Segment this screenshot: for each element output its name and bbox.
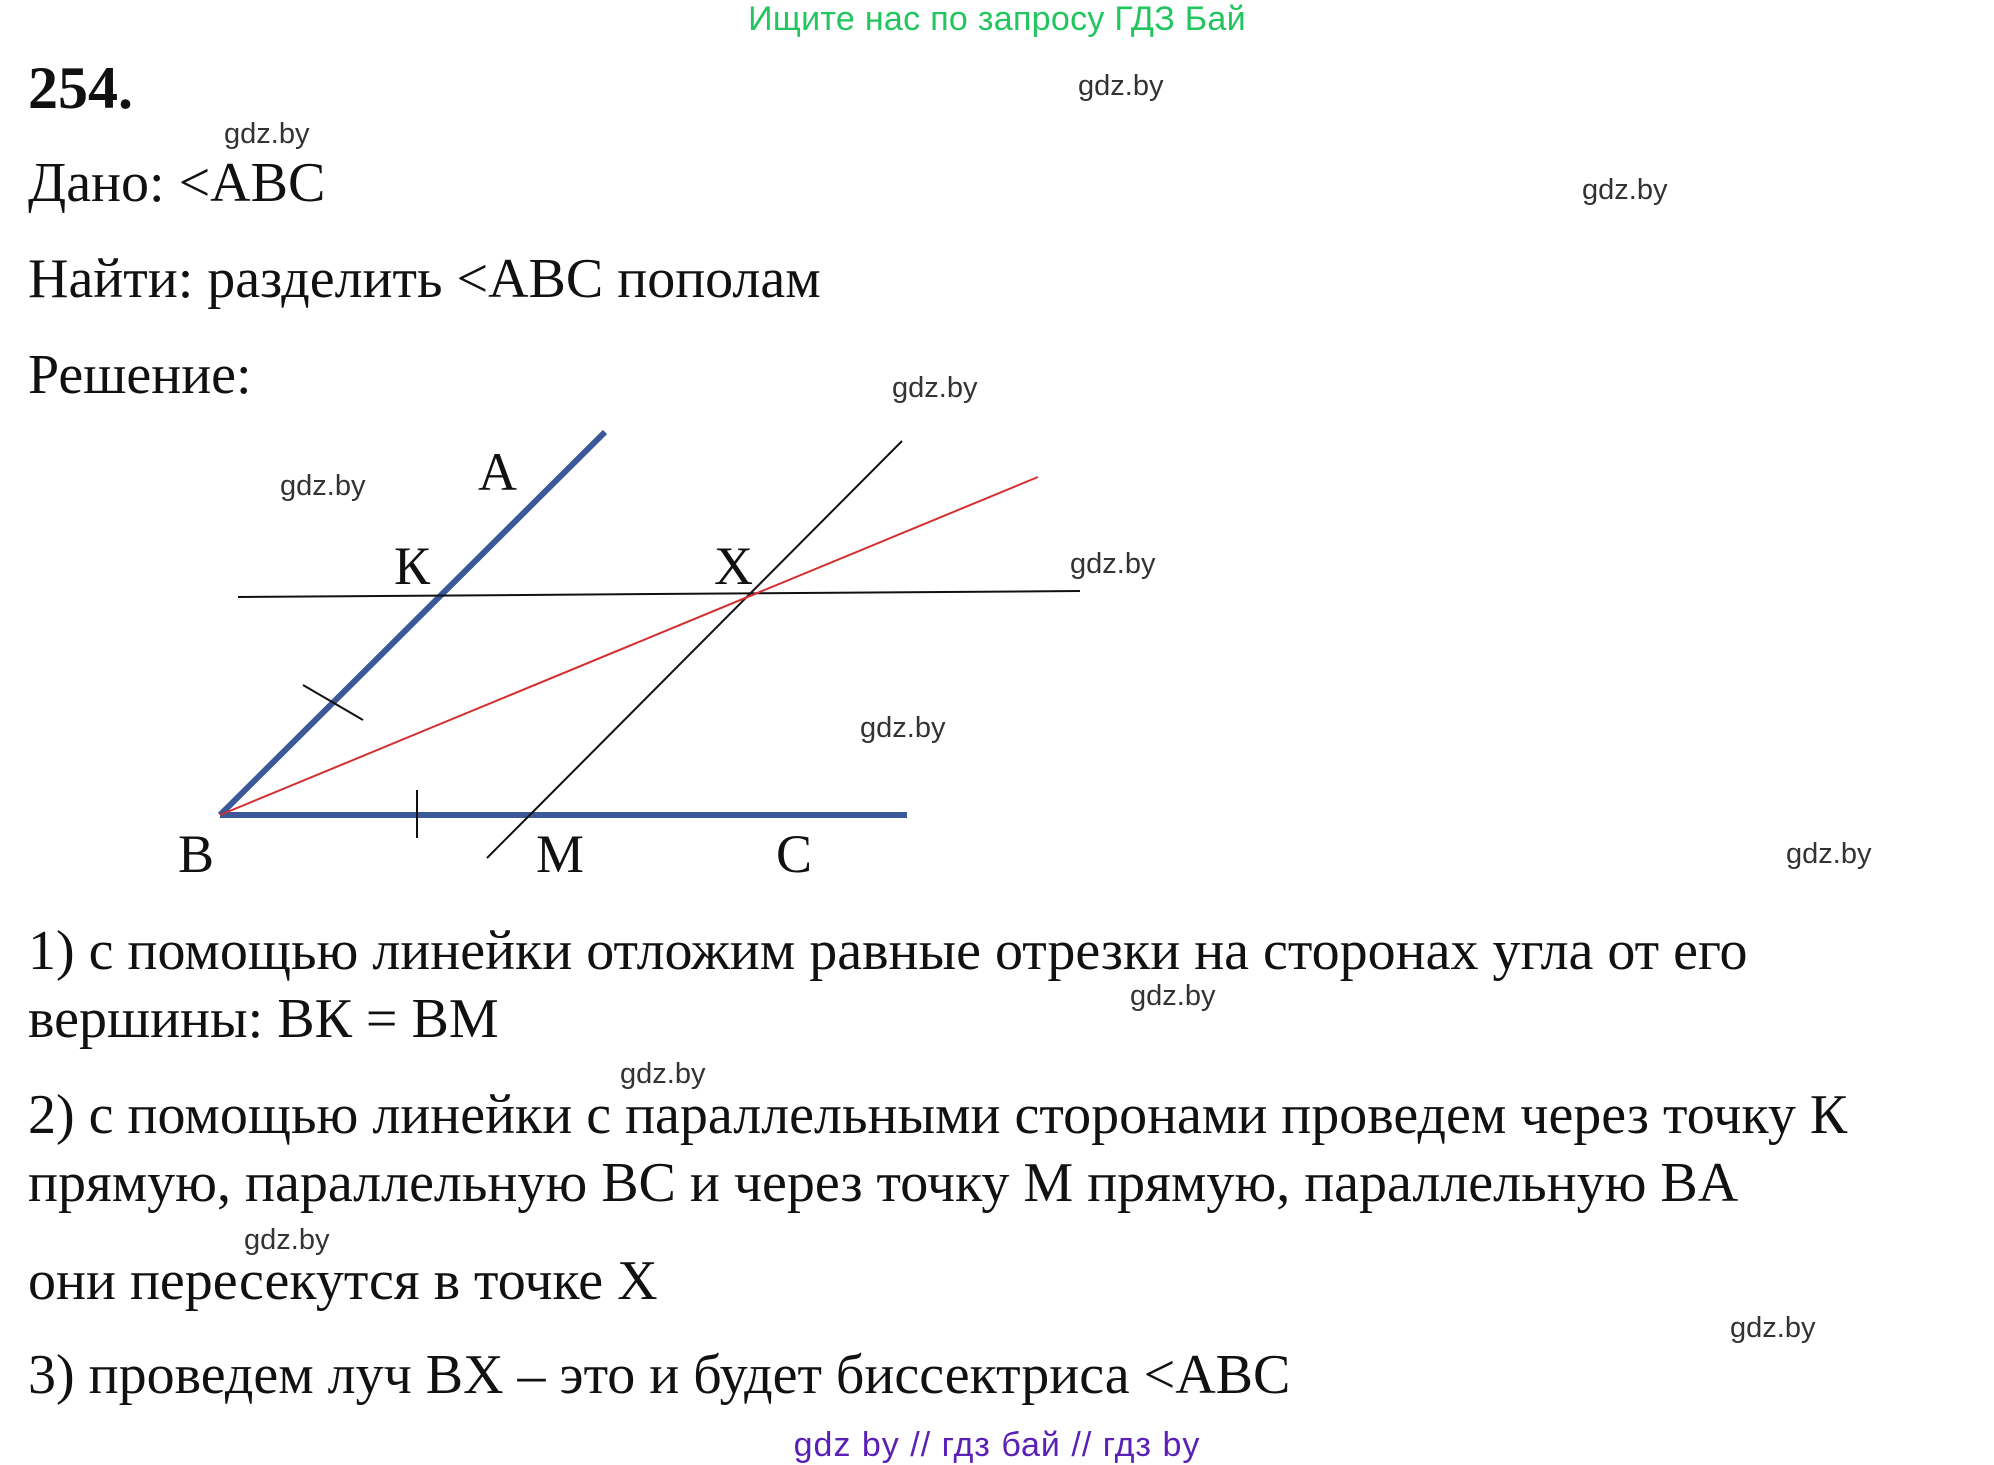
step1-line2: вершины: BК = BM xyxy=(28,988,499,1050)
step3-line: 3) проведем луч BX – это и будет биссектриса <ABC xyxy=(28,1344,1291,1406)
label-m: M xyxy=(536,824,585,884)
watermark: gdz.by xyxy=(280,470,366,502)
label-a: A xyxy=(478,442,517,502)
side-ba-ray xyxy=(220,432,605,815)
line-through-k xyxy=(238,591,1080,597)
watermark: gdz.by xyxy=(1078,70,1164,102)
step1-line1: 1) с помощью линейки отложим равные отрезки на сторонах угла от его xyxy=(28,920,1748,982)
watermark: gdz.by xyxy=(224,118,310,150)
top-banner: Ищите нас по запросу ГДЗ Бай xyxy=(748,0,1246,38)
watermark: gdz.by xyxy=(892,372,978,404)
tick-mark-ba xyxy=(303,685,363,720)
label-x: X xyxy=(714,536,753,596)
watermark: gdz.by xyxy=(620,1058,706,1090)
watermark: gdz.by xyxy=(1130,980,1216,1012)
problem-number: 254. xyxy=(28,55,133,121)
label-b: B xyxy=(178,824,215,884)
watermark: gdz.by xyxy=(1582,174,1668,206)
step2-line1: 2) с помощью линейки с параллельными сторонами проведем через точку К xyxy=(28,1084,1848,1146)
label-c: C xyxy=(776,824,813,884)
label-k: К xyxy=(394,536,431,596)
step2-line2: прямую, параллельную BC и через точку M прямую, параллельную BA xyxy=(28,1152,1739,1214)
solution-heading: Решение: xyxy=(28,344,252,406)
watermark: gdz.by xyxy=(1786,838,1872,870)
find-text: Найти: разделить <ABC пополам xyxy=(28,248,821,310)
line-through-m xyxy=(487,441,902,858)
bisector-bx-ray xyxy=(220,477,1038,815)
footer-links: gdz by // гдз бай // гдз by xyxy=(793,1426,1201,1464)
watermark: gdz.by xyxy=(1070,548,1156,580)
step2-line3: они пересекутся в точке X xyxy=(28,1250,658,1312)
watermark: gdz.by xyxy=(244,1224,330,1256)
watermark: gdz.by xyxy=(1730,1312,1816,1344)
given-text: Дано: <ABC xyxy=(28,152,326,214)
watermark: gdz.by xyxy=(860,712,946,744)
